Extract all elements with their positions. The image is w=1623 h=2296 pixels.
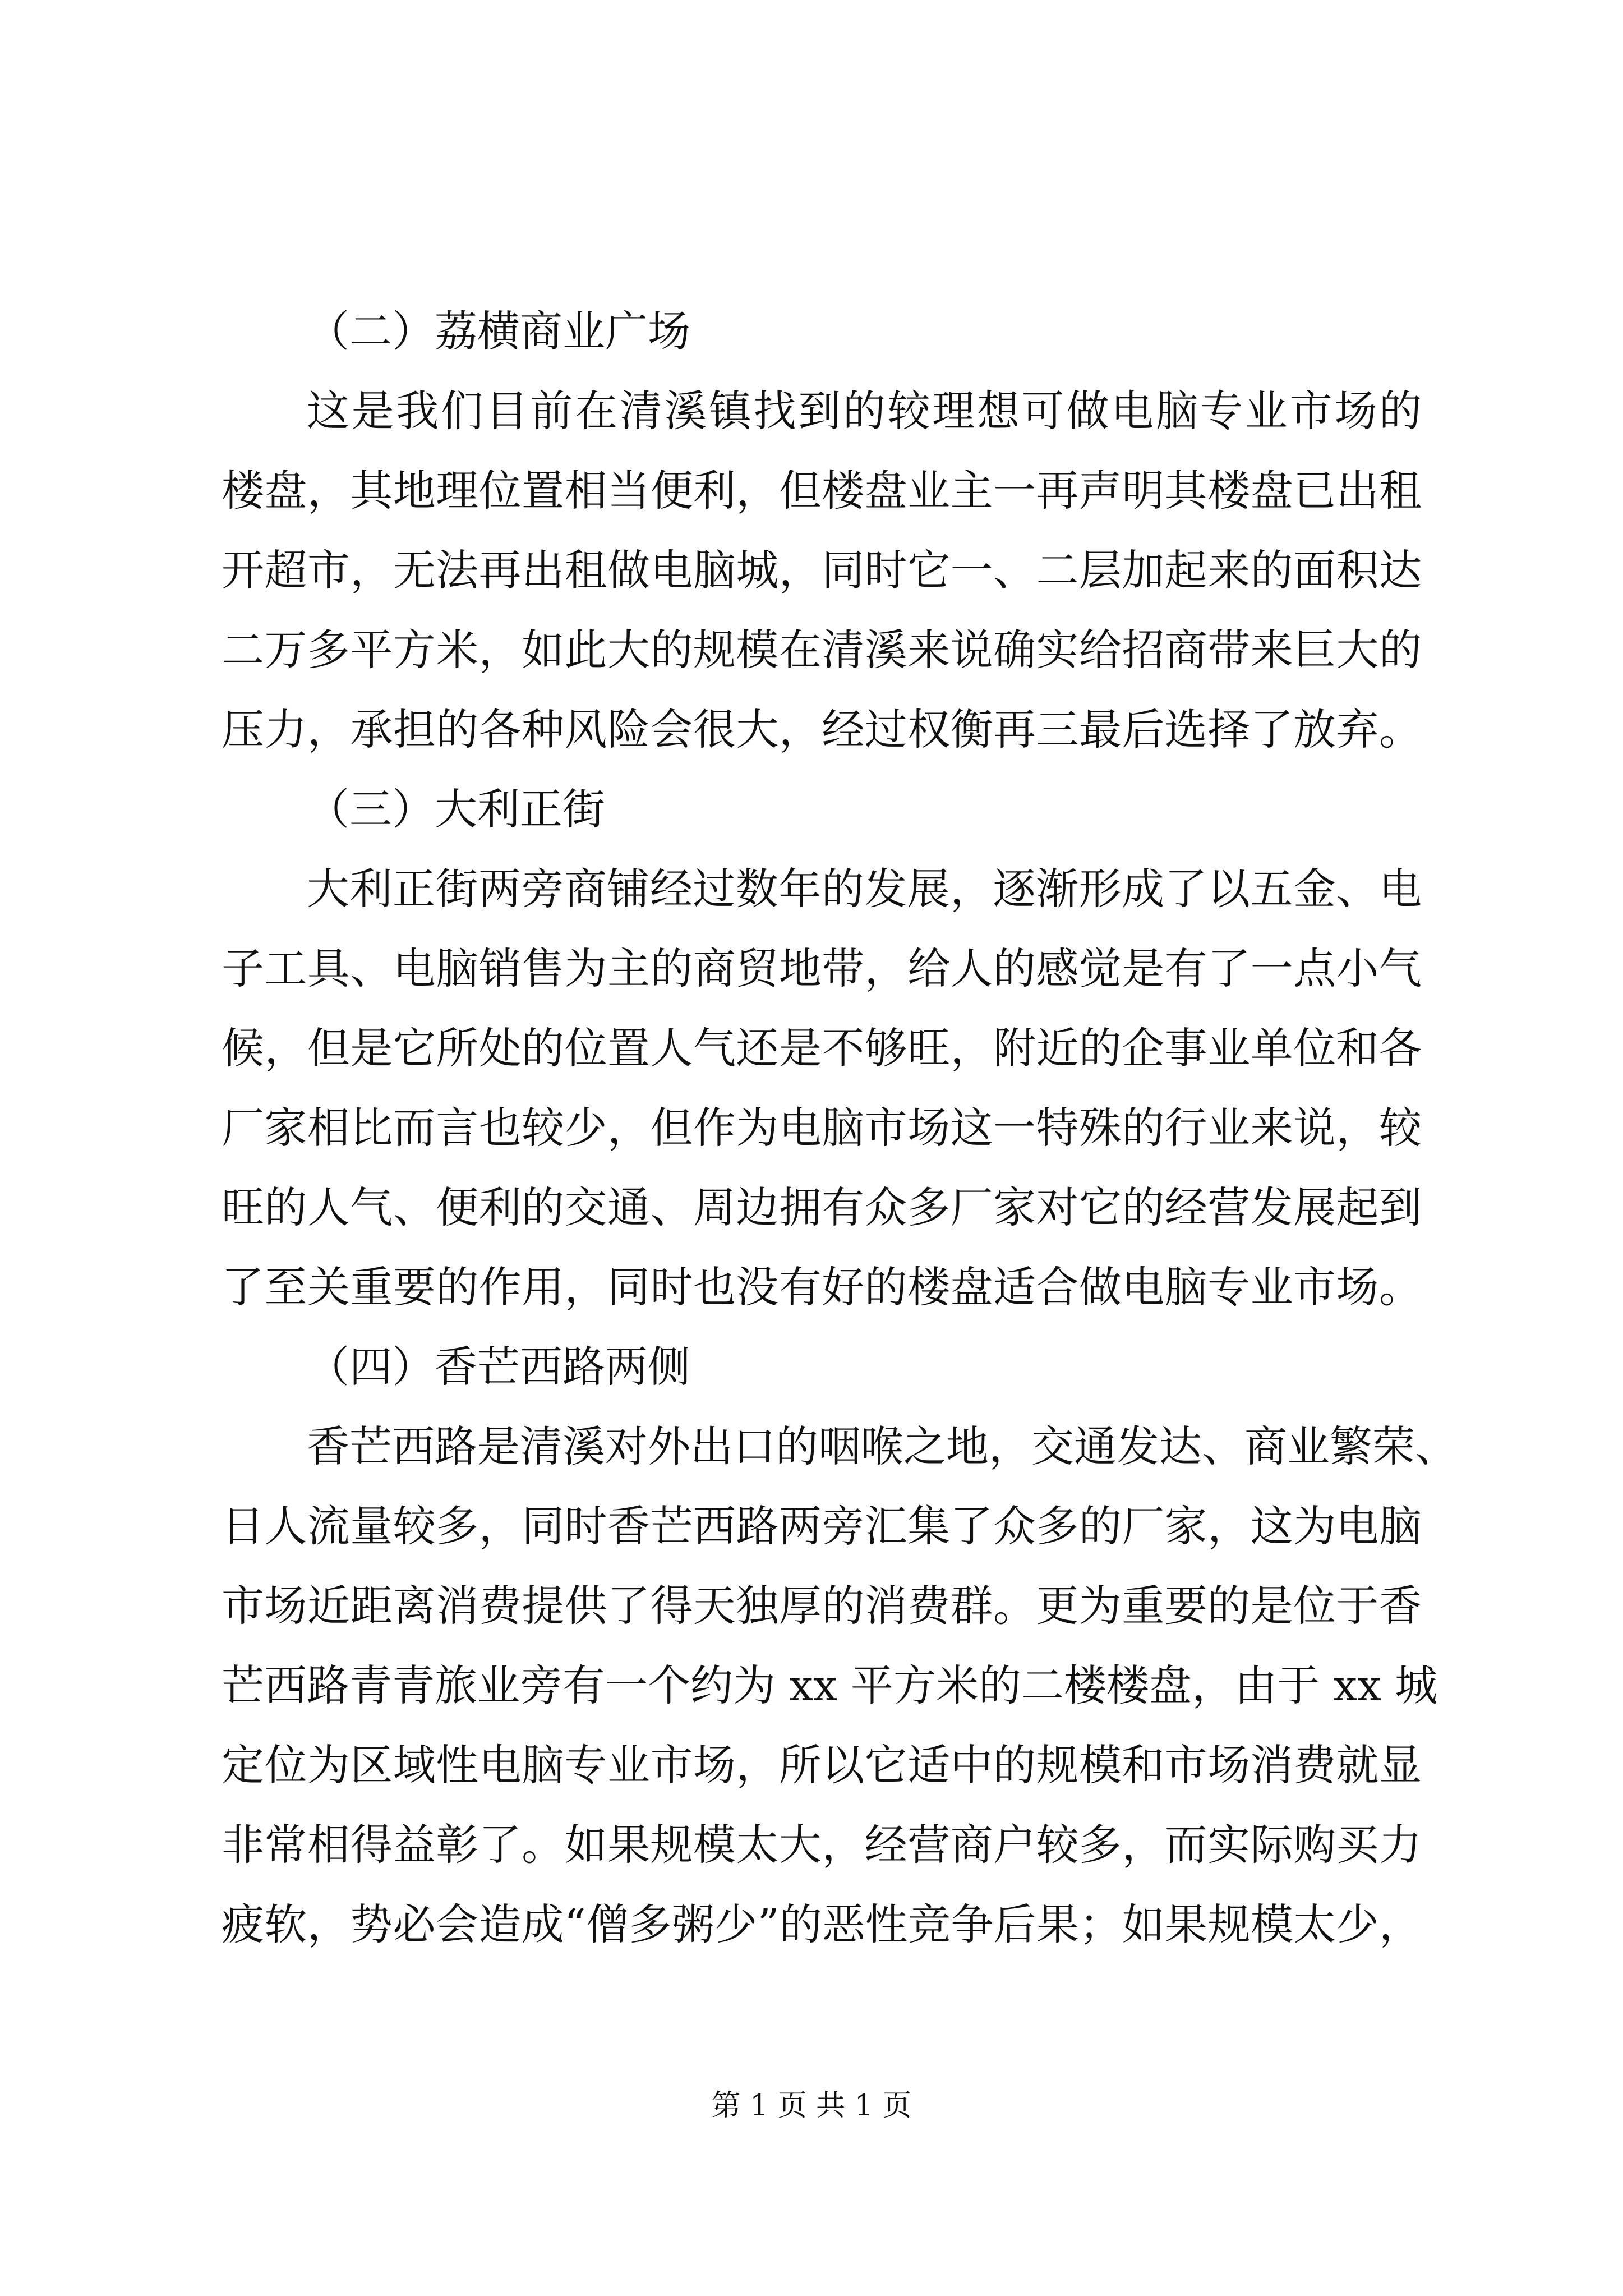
page-footer: 第 1 页 共 1 页 (711, 2089, 912, 2123)
document-body (222, 292, 1458, 1964)
paragraph-line: 二万多平方米，如此大的规模在清溪来说确实给招商带来巨大的 (222, 625, 1422, 675)
paragraph-line: 了至关重要的作用，同时也没有好的楼盘适合做电脑专业市场。 (222, 1262, 1422, 1312)
paragraph-line: 定位为区域性电脑专业市场，所以它适中的规模和市场消费就显 (222, 1740, 1422, 1790)
paragraph-line: 厂家相比而言也较少，但作为电脑市场这一特殊的行业来说，较 (222, 1103, 1422, 1153)
paragraph-line: 香芒西路是清溪对外出口的咽喉之地，交通发达、商业繁荣、 (307, 1421, 1458, 1471)
paragraph-line: 子工具、电脑销售为主的商贸地带，给人的感觉是有了一点小气 (222, 944, 1422, 993)
section-heading: （四）香芒西路两侧 (307, 1342, 690, 1392)
paragraph-line: 楼盘，其地理位置相当便利，但楼盘业主一再声明其楼盘已出租 (222, 466, 1422, 516)
paragraph-line: 市场近距离消费提供了得天独厚的消费群。更为重要的是位于香 (222, 1581, 1422, 1631)
paragraph-line: 这是我们目前在清溪镇找到的较理想可做电脑专业市场的 (307, 386, 1422, 436)
paragraph-line: 疲软，势必会造成“僧多粥少”的恶性竞争后果；如果规模太少， (222, 1899, 1422, 1949)
paragraph-line: 日人流量较多，同时香芒西路两旁汇集了众多的厂家，这为电脑 (222, 1501, 1422, 1551)
paragraph-line: 非常相得益彰了。如果规模太大，经营商户较多，而实际购买力 (222, 1820, 1422, 1870)
section-heading: （二）荔横商业广场 (307, 306, 690, 356)
paragraph-line: 旺的人气、便利的交通、周边拥有众多厂家对它的经营发展起到 (222, 1182, 1422, 1232)
paragraph-line: 大利正街两旁商铺经过数年的发展，逐渐形成了以五金、电 (307, 864, 1422, 914)
paragraph-line: 压力，承担的各种风险会很大，经过权衡再三最后选择了放弃。 (222, 705, 1422, 754)
paragraph-line: 芒西路青青旅业旁有一个约为 xx 平方米的二楼楼盘，由于 xx 城 (222, 1660, 1438, 1710)
section-heading: （三）大利正街 (307, 784, 605, 834)
paragraph-line: 候，但是它所处的位置人气还是不够旺，附近的企事业单位和各 (222, 1023, 1422, 1073)
paragraph-line: 开超市，无法再出租做电脑城，同时它一、二层加起来的面积达 (222, 545, 1422, 595)
